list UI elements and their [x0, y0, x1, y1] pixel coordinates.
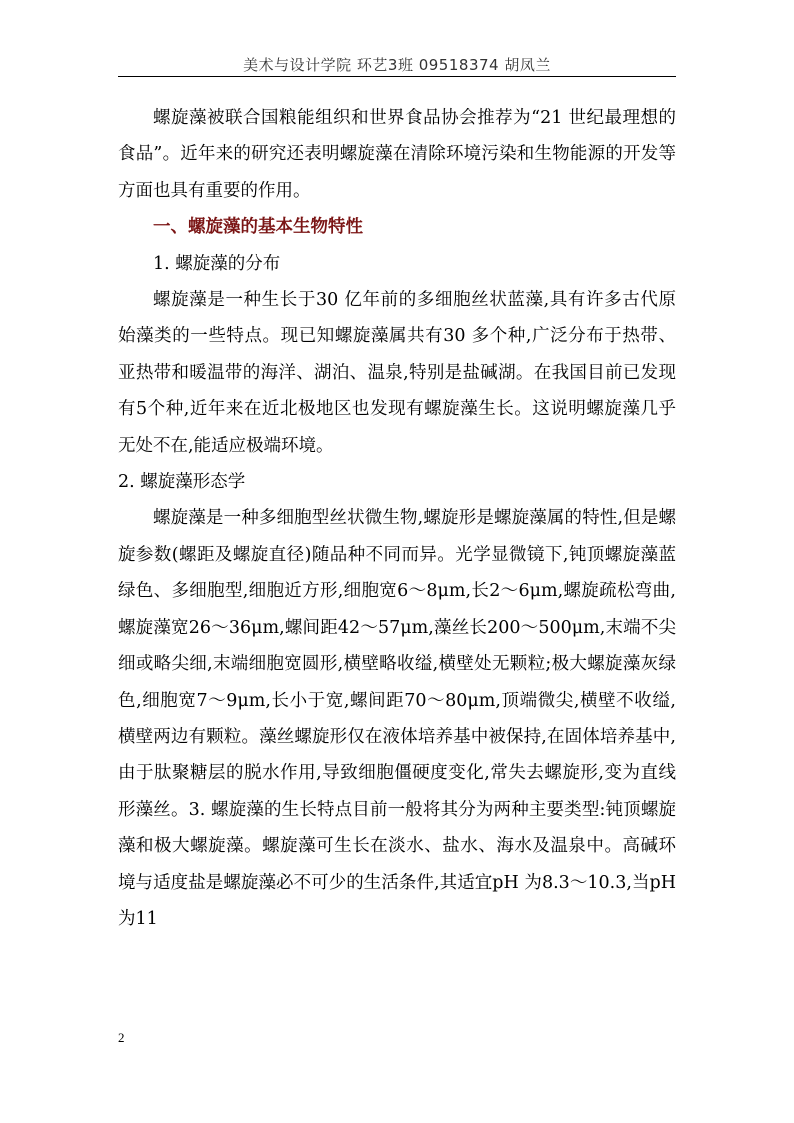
page-header: 美术与设计学院 环艺3班 09518374 胡凤兰 — [243, 56, 551, 74]
section-heading — [118, 209, 676, 245]
subsection-heading-distribution: 1. 螺旋藻的分布 — [153, 253, 281, 274]
subsection-heading-morphology: 2. 螺旋藻形态学 — [118, 472, 246, 493]
morphology-paragraph: 螺旋藻是一种多细胞型丝状微生物,螺旋形是螺旋藻属的特性,但是螺旋参数(螺距及螺旋直径)随品种不同而异。光学显微镜下,钝顶螺旋藻蓝绿色、多细胞型,细胞近方形,细胞宽6～8μm,长2～6μm,螺旋疏松弯曲,螺旋藻宽26～36μm,螺间距42～57μm,藻丝长200～500μm,末端不尖细或略尖细,末端细胞宽圆形,横壁略收缢,横壁处无颗粒;极大螺旋藻灰绿色,细胞宽7～9μm,长小于宽,螺间距70～80μm,顶端微尖,横壁不收缢,横壁两边有颗粒。藻丝螺旋形仅在液体培养基中被保持,在固体培养基中,由于肽聚糖层的脱水作用,导致细胞僵硬度变化,常失去螺旋形,变为直线形藻丝。3. 螺旋藻的生长特点目前一般将其分为两种主要类型:钝顶螺旋藻和极大螺旋藻。螺旋藻可生长在淡水、盐水、海水及温泉中。高碱环境与适度盐是螺旋藻必不可少的生活条件,其适宜pH 为8.3～10.3,当pH 为11 — [118, 508, 676, 929]
page-number: 2 — [118, 1030, 125, 1045]
section-heading-text: 一、螺旋藻的基本生物特性 — [153, 217, 363, 238]
document-body — [118, 100, 676, 937]
intro-paragraph: 螺旋藻被联合国粮能组织和世界食品协会推荐为“21 世纪最理想的食品”。近年来的研究还表明螺旋藻在清除环境污染和生物能源的开发等方面也具有重要的作用。 — [118, 108, 676, 201]
distribution-paragraph: 螺旋藻是一种生长于30 亿年前的多细胞丝状蓝藻,具有许多古代原始藻类的一些特点。现已知螺旋藻属共有30 多个种,广泛分布于热带、亚热带和暖温带的海洋、湖泊、温泉,特别是盐碱湖。在我国目前已发现有5个种,近年来在近北极地区也发现有螺旋藻生长。这说明螺旋藻几乎无处不在,能适应极端环境。 — [118, 290, 676, 456]
header-divider — [118, 76, 676, 77]
